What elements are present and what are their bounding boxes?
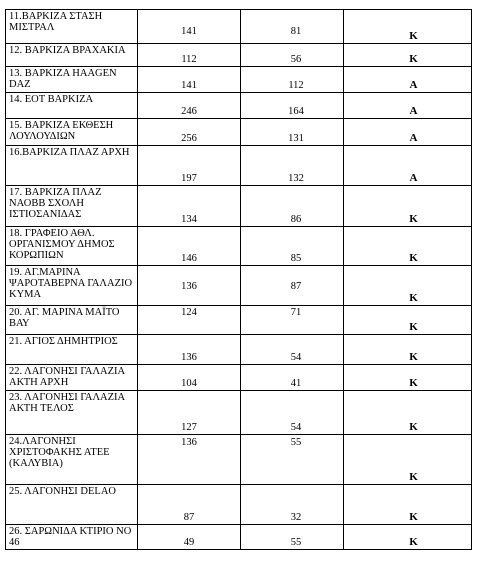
value-1-cell <box>138 306 241 335</box>
quality-code: Κ <box>409 377 418 389</box>
station-name: 14. ΕΟΤ ΒΑΡΚΙΖΑ <box>9 94 94 105</box>
value-1: 256 <box>181 133 197 144</box>
value-1-cell <box>138 93 241 119</box>
quality-code-cell <box>344 44 472 67</box>
value-2-cell <box>241 227 344 266</box>
station-name-cell <box>6 44 138 67</box>
quality-code: Κ <box>409 53 418 65</box>
quality-code: Κ <box>409 213 418 225</box>
value-2-cell <box>241 67 344 93</box>
station-name: 26. ΣΑΡΩΝΙΔΑ ΚΤΙΡΙΟ ΝΟ 46 <box>9 526 132 548</box>
quality-code-cell <box>344 335 472 365</box>
quality-code-cell <box>344 146 472 186</box>
value-1: 134 <box>181 214 197 225</box>
station-name: 13. ΒΑΡΚΙΖΑ ΗΑΑGEN DAZ <box>9 68 117 90</box>
value-2-cell <box>241 119 344 146</box>
station-name: 18. ΓΡΑΦΕΙΟ ΑΘΛ. ΟΡΓΑΝΙΣΜΟΥ ΔΗΜΟΣ ΚΟΡΩΠΙΩΝ <box>9 228 115 261</box>
value-1: 141 <box>181 26 197 37</box>
station-name: 16.ΒΑΡΚΙΖΑ ΠΛΑΖ ΑΡΧΗ <box>9 147 130 158</box>
data-table-sheet <box>5 9 471 550</box>
value-2-cell <box>241 146 344 186</box>
table-row <box>6 227 472 266</box>
station-name-cell <box>6 67 138 93</box>
value-1: 197 <box>181 173 197 184</box>
quality-code-cell <box>344 227 472 266</box>
value-2-cell <box>241 335 344 365</box>
station-name-cell <box>6 266 138 306</box>
quality-code: Κ <box>409 30 418 42</box>
value-2: 164 <box>288 106 304 117</box>
station-name: 23. ΛΑΓΟΝΗΣΙ ΓΑΛΑΖΙΑ ΑΚΤΗ ΤΕΛΟΣ <box>9 392 125 414</box>
value-2-cell <box>241 365 344 391</box>
station-name: 24.ΛΑΓΟΝΗΣΙ ΧΡΙΣΤΟΦΑΚΗΣ ΑΤΕΕ (ΚΑΛΥΒΙΑ) <box>9 436 110 469</box>
quality-code-cell <box>344 10 472 44</box>
value-2: 112 <box>288 80 304 91</box>
quality-code-cell <box>344 93 472 119</box>
value-2: 54 <box>290 422 302 433</box>
station-name-cell <box>6 186 138 227</box>
value-1: 141 <box>181 80 197 91</box>
station-name-cell <box>6 485 138 525</box>
quality-code-cell <box>344 186 472 227</box>
table-row <box>6 146 472 186</box>
station-name-cell <box>6 365 138 391</box>
quality-code: Α <box>409 172 418 184</box>
quality-code: Κ <box>409 536 418 548</box>
quality-code: Α <box>409 79 418 91</box>
quality-code: Κ <box>409 252 418 264</box>
value-2: 85 <box>290 253 302 264</box>
value-1: 136 <box>181 281 197 292</box>
value-1-cell <box>138 44 241 67</box>
value-2: 54 <box>290 352 302 363</box>
table-row <box>6 525 472 550</box>
value-1-cell <box>138 10 241 44</box>
value-1: 246 <box>181 106 197 117</box>
quality-code-cell <box>344 525 472 550</box>
table-row <box>6 391 472 435</box>
quality-code: Κ <box>409 421 418 433</box>
station-name-cell <box>6 93 138 119</box>
value-2: 87 <box>290 281 302 292</box>
table-row <box>6 119 472 146</box>
value-2: 132 <box>288 173 304 184</box>
value-2-cell <box>241 266 344 306</box>
station-name: 11.ΒΑΡΚΙΖΑ ΣΤΑΣΗ ΜΙΣΤΡΑΛ <box>9 11 103 33</box>
quality-code-cell <box>344 391 472 435</box>
table-row <box>6 335 472 365</box>
station-name: 17. ΒΑΡΚΙΖΑ ΠΛΑΖ ΝΑΟΒΒ ΣΧΟΛΗ ΙΣΤΙΟΣΑΝΙΔΑΣ <box>9 187 102 220</box>
quality-code: Κ <box>409 351 418 363</box>
value-1: 112 <box>181 54 197 65</box>
station-name: 12. ΒΑΡΚΙΖΑ ΒΡΑΧΑΚΙΑ <box>9 45 126 56</box>
table-row <box>6 365 472 391</box>
value-1-cell <box>138 391 241 435</box>
value-2: 56 <box>290 54 302 65</box>
value-2-cell <box>241 306 344 335</box>
quality-code: Α <box>409 105 418 117</box>
quality-code-cell <box>344 365 472 391</box>
value-1: 136 <box>181 437 197 448</box>
value-1-cell <box>138 525 241 550</box>
quality-code-cell <box>344 266 472 306</box>
quality-code: Α <box>409 132 418 144</box>
station-name-cell <box>6 306 138 335</box>
value-1: 124 <box>181 307 197 318</box>
value-1-cell <box>138 186 241 227</box>
value-2-cell <box>241 44 344 67</box>
value-1-cell <box>138 146 241 186</box>
station-name-cell <box>6 525 138 550</box>
quality-code: Κ <box>409 511 418 523</box>
value-1-cell <box>138 266 241 306</box>
table-row <box>6 435 472 485</box>
value-2: 131 <box>288 133 304 144</box>
station-name-cell <box>6 146 138 186</box>
station-name-cell <box>6 119 138 146</box>
quality-code: Κ <box>409 471 418 483</box>
value-1: 136 <box>181 352 197 363</box>
quality-code: Κ <box>409 321 418 333</box>
value-1-cell <box>138 227 241 266</box>
table-row <box>6 93 472 119</box>
quality-code-cell <box>344 435 472 485</box>
value-1-cell <box>138 365 241 391</box>
sampling-stations-table <box>5 9 472 550</box>
table-row <box>6 306 472 335</box>
station-name-cell <box>6 227 138 266</box>
value-2: 32 <box>290 512 302 523</box>
value-2-cell <box>241 186 344 227</box>
value-2: 71 <box>290 307 302 318</box>
value-2-cell <box>241 435 344 485</box>
value-2: 86 <box>290 214 302 225</box>
value-2-cell <box>241 485 344 525</box>
table-row <box>6 44 472 67</box>
value-1-cell <box>138 435 241 485</box>
value-1: 127 <box>181 422 197 433</box>
value-2: 55 <box>290 437 302 448</box>
station-name: 25. ΛΑΓΟΝΗΣΙ DELAO <box>9 486 116 497</box>
station-name-cell <box>6 10 138 44</box>
table-row <box>6 266 472 306</box>
station-name-cell <box>6 391 138 435</box>
station-name: 15. ΒΑΡΚΙΖΑ ΕΚΘΕΣΗ ΛΟΥΛΟΥΔΙΩΝ <box>9 120 114 142</box>
station-name: 20. ΑΓ. ΜΑΡΙΝΑ ΜΑΪΤΟ ΒΑΥ <box>9 307 120 329</box>
value-1: 87 <box>183 512 195 523</box>
quality-code-cell <box>344 485 472 525</box>
value-2-cell <box>241 525 344 550</box>
table-row <box>6 10 472 44</box>
value-2-cell <box>241 391 344 435</box>
quality-code-cell <box>344 306 472 335</box>
value-1: 104 <box>181 378 197 389</box>
value-2: 41 <box>290 378 302 389</box>
value-1-cell <box>138 119 241 146</box>
station-name-cell <box>6 335 138 365</box>
station-name: 21. ΑΓΙΟΣ ΔΗΜΗΤΡΙΟΣ <box>9 336 118 347</box>
value-1: 49 <box>183 537 195 548</box>
value-1-cell <box>138 335 241 365</box>
station-name: 19. ΑΓ.ΜΑΡΙΝΑ ΨΑΡΟΤΑΒΕΡΝΑ ΓΑΛΑΖΙΟ ΚΥΜΑ <box>9 267 133 300</box>
table-body <box>6 10 472 550</box>
table-row <box>6 67 472 93</box>
station-name: 22. ΛΑΓΟΝΗΣΙ ΓΑΛΑΖΙΑ ΑΚΤΗ ΑΡΧΗ <box>9 366 125 388</box>
value-2: 55 <box>290 537 302 548</box>
station-name-cell <box>6 435 138 485</box>
table-row <box>6 485 472 525</box>
value-2: 81 <box>290 26 302 37</box>
quality-code: Κ <box>409 292 418 304</box>
table-row <box>6 186 472 227</box>
value-1-cell <box>138 67 241 93</box>
value-2-cell <box>241 93 344 119</box>
value-1: 146 <box>181 253 197 264</box>
quality-code-cell <box>344 119 472 146</box>
quality-code-cell <box>344 67 472 93</box>
value-2-cell <box>241 10 344 44</box>
value-1-cell <box>138 485 241 525</box>
